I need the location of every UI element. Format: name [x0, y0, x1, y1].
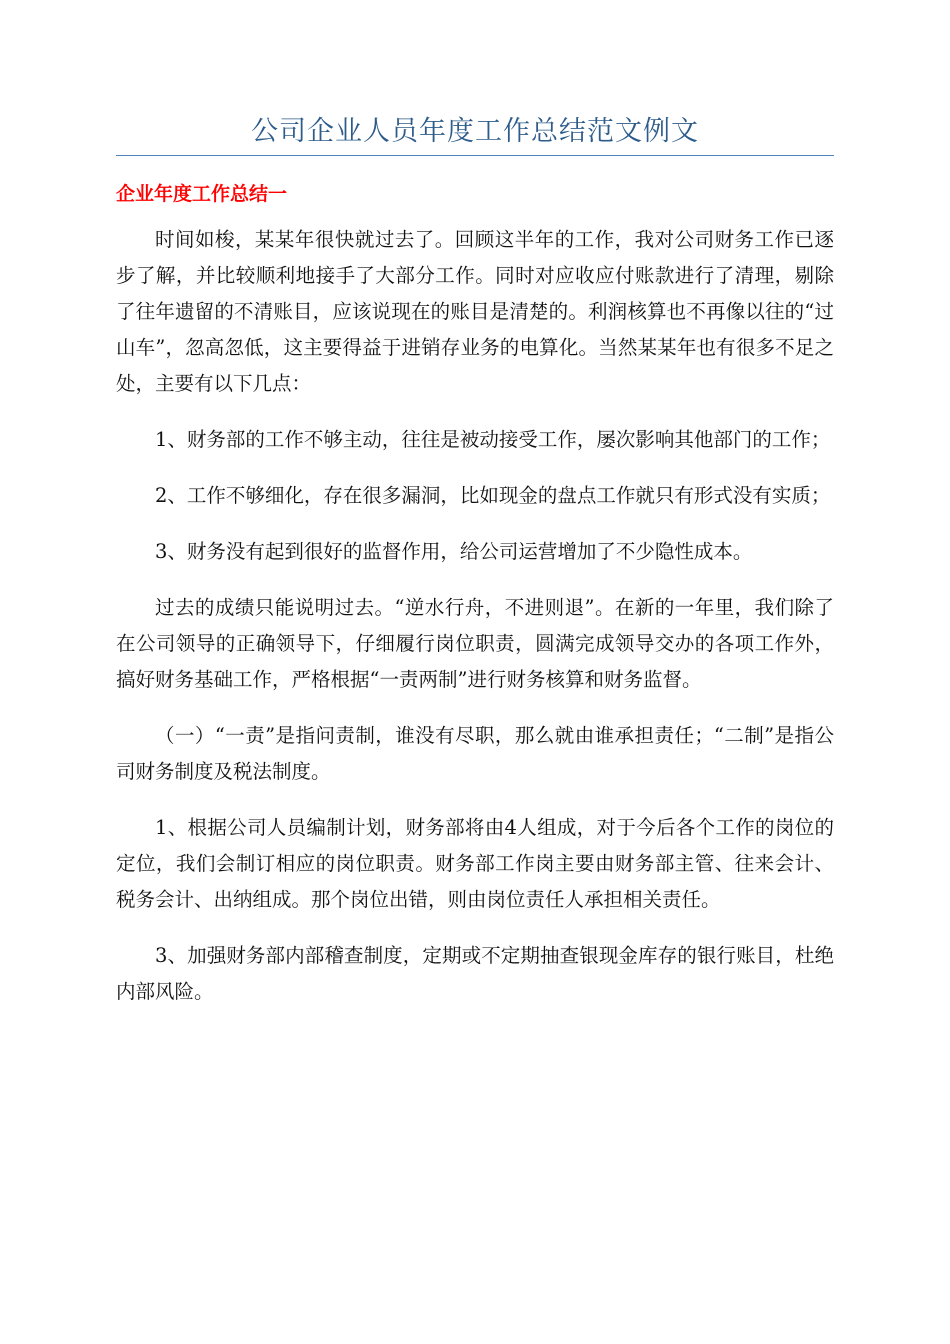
- paragraph-point-3: 3、财务没有起到很好的监督作用，给公司运营增加了不少隐性成本。: [155, 540, 753, 563]
- section-heading: 企业年度工作总结一: [116, 183, 288, 205]
- paragraph-point-1: 1、财务部的工作不够主动，往往是被动接受工作，屡次影响其他部门的工作；: [155, 428, 831, 451]
- document-body: [116, 222, 834, 1030]
- paragraph-intro: 时间如梭，某某年很快就过去了。回顾这半年的工作，我对公司财务工作已逐步了解，并比较顺利地接手了大部分工作。同时对应收应付账款进行了清理，剔除了往年遗留的不清账目，应该说现在的账目是清楚的。利润核算也不再像以往的“过山车”，忽高忽低，这主要得益于进销存业务的电算化。当然某某年也有很多不足之处，主要有以下几点：: [116, 228, 834, 395]
- title-underline: [116, 155, 834, 156]
- paragraph-audit: 3、加强财务部内部稽查制度，定期或不定期抽查银现金库存的银行账目，杜绝内部风险。: [116, 944, 834, 1003]
- paragraph-outlook: 过去的成绩只能说明过去。“逆水行舟，不进则退”。在新的一年里，我们除了在公司领导的正确领导下，仔细履行岗位职责，圆满完成领导交办的各项工作外，搞好财务基础工作，严格根据“一责两制”进行财务核算和财务监督。: [116, 596, 834, 691]
- paragraph-responsibility: （一）“一责”是指问责制，谁没有尽职，那么就由谁承担责任；“二制”是指公司财务制度及税法制度。: [116, 724, 834, 783]
- paragraph-staffing: 1、根据公司人员编制计划，财务部将由4人组成，对于今后各个工作的岗位的定位，我们会制订相应的岗位职责。财务部工作岗主要由财务部主管、往来会计、税务会计、出纳组成。那个岗位出错，则由岗位责任人承担相关责任。: [116, 816, 834, 911]
- paragraph-point-2: 2、工作不够细化，存在很多漏洞，比如现金的盘点工作就只有形式没有实质；: [155, 484, 831, 507]
- document-title: 公司企业人员年度工作总结范文例文: [251, 116, 699, 147]
